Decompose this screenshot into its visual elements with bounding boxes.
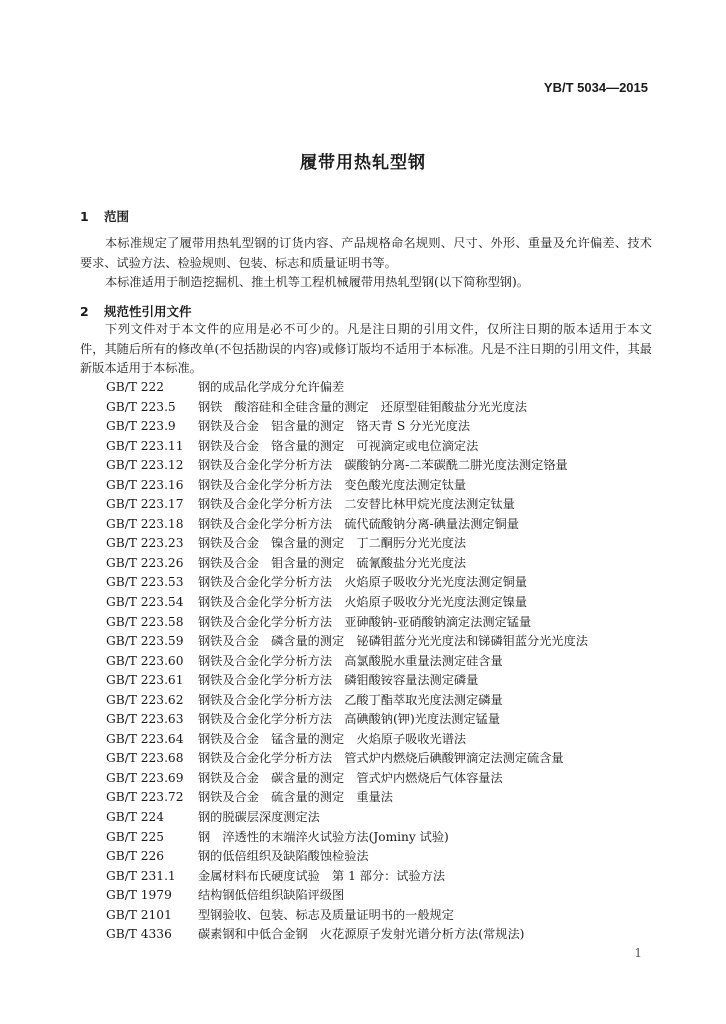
reference-code: GB/T 223.63 — [106, 712, 184, 727]
section-1-title: 范围 — [104, 209, 130, 224]
reference-title: 钢铁及合金化学分析方法 变色酸光度法测定钛量 — [198, 477, 467, 492]
reference-item — [106, 671, 588, 691]
reference-item — [106, 456, 588, 476]
reference-title: 钢铁及合金化学分析方法 二安替比林甲烷光度法测定钛量 — [198, 497, 515, 512]
reference-title: 金属材料布氏硬度试验 第 1 部分：试验方法 — [198, 868, 446, 883]
reference-code: GB/T 223.9 — [106, 419, 176, 434]
reference-title: 钢铁及合金 铬含量的测定 可视滴定或电位滴定法 — [198, 438, 479, 453]
reference-item — [106, 788, 588, 808]
reference-code: GB/T 223.61 — [106, 673, 184, 688]
reference-item — [106, 573, 588, 593]
reference-item — [106, 613, 588, 633]
reference-item — [106, 476, 588, 496]
reference-code: GB/T 223.11 — [106, 438, 184, 453]
reference-title: 钢铁及合金化学分析方法 火焰原子吸收分光光度法测定铜量 — [198, 575, 528, 590]
reference-item — [106, 515, 588, 535]
reference-title: 钢的成品化学成分允许偏差 — [198, 380, 345, 394]
reference-item — [106, 437, 588, 457]
reference-title: 钢铁及合金化学分析方法 亚砷酸钠-亚硝酸钠滴定法测定锰量 — [198, 614, 532, 629]
reference-item — [106, 495, 588, 515]
section-2-title: 规范性引用文件 — [104, 304, 192, 319]
section-1-paragraph-1: 本标准规定了履带用热轧型钢的订货内容、产品规格命名规则、尺寸、外形、重量及允许偏差、技术要求、试验方法、检验规则、包装、标志和质量证明书等。 — [80, 236, 652, 270]
reference-title: 钢铁及合金 磷含量的测定 铋磷钼蓝分光光度法和锑磷钼蓝分光光度法 — [198, 634, 588, 649]
reference-title: 碳素钢和中低合金钢 火花源原子发射光谱分析方法(常规法) — [198, 927, 525, 942]
standard-number: YB/T 5034—2015 — [543, 80, 648, 95]
section-1-paragraph-2: 本标准适用于制造挖掘机、推土机等工程机械履带用热轧型钢(以下简称型钢)。 — [105, 275, 529, 289]
reference-code: GB/T 223.16 — [106, 477, 184, 492]
reference-title: 钢铁及合金 镍含量的测定 丁二酮肟分光光度法 — [198, 536, 467, 551]
section-1-body — [80, 234, 652, 293]
reference-code: GB/T 223.69 — [106, 770, 184, 785]
reference-code: GB/T 223.72 — [106, 790, 184, 805]
section-2-heading — [80, 302, 192, 320]
reference-title: 钢铁及合金 钼含量的测定 硫氰酸盐分光光度法 — [198, 555, 467, 570]
section-2-number: 2 — [80, 304, 89, 319]
reference-title: 钢铁及合金化学分析方法 硫代硫酸钠分离-碘量法测定铜量 — [198, 516, 519, 531]
section-2-intro: 下列文件对于本文件的应用是必不可少的。凡是注日期的引用文件，仅所注日期的版本适用于本文件，其随后所有的修改单(不包括勘误的内容)或修订版均不适用于本标准。凡是不注日期的引用文件，其最新版本适用于本标准。 — [80, 322, 652, 375]
reference-title: 钢铁及合金 铝含量的测定 铬天青 S 分光光度法 — [198, 419, 471, 434]
reference-item — [106, 534, 588, 554]
reference-title: 型钢验收、包装、标志及质量证明书的一般规定 — [198, 907, 454, 922]
reference-code: GB/T 226 — [106, 849, 165, 864]
reference-code: GB/T 223.68 — [106, 751, 184, 766]
reference-item — [106, 652, 588, 672]
reference-code: GB/T 223.23 — [106, 536, 184, 551]
reference-title: 钢铁及合金 碳含量的测定 管式炉内燃烧后气体容量法 — [198, 770, 503, 785]
reference-item — [106, 554, 588, 574]
reference-item — [106, 886, 588, 906]
reference-title: 钢铁及合金化学分析方法 高碘酸钠(钾)光度法测定锰量 — [198, 712, 501, 727]
page-number: 1 — [634, 946, 642, 960]
reference-item — [106, 906, 588, 926]
reference-item — [106, 378, 588, 398]
reference-title: 钢铁 酸溶硅和全硅含量的测定 还原型硅钼酸盐分光光度法 — [198, 399, 528, 414]
reference-code: GB/T 4336 — [106, 927, 172, 942]
reference-code: GB/T 2101 — [106, 907, 172, 922]
reference-code: GB/T 222 — [106, 380, 165, 394]
section-2-body — [80, 320, 652, 379]
reference-title: 钢铁及合金化学分析方法 管式炉内燃烧后碘酸钾滴定法测定硫含量 — [198, 751, 564, 766]
reference-item — [106, 710, 588, 730]
reference-code: GB/T 223.18 — [106, 516, 184, 531]
reference-code: GB/T 225 — [106, 829, 165, 844]
reference-code: GB/T 223.59 — [106, 634, 184, 649]
reference-title: 钢铁及合金化学分析方法 磷钼酸铵容量法测定磷量 — [198, 673, 479, 688]
reference-code: GB/T 223.12 — [106, 458, 184, 473]
reference-item — [106, 730, 588, 750]
reference-item — [106, 417, 588, 437]
reference-code: GB/T 223.58 — [106, 614, 184, 629]
reference-code: GB/T 1979 — [106, 888, 172, 903]
reference-title: 钢的低倍组织及缺陷酸蚀检验法 — [198, 849, 369, 864]
reference-title: 钢铁及合金 硫含量的测定 重量法 — [198, 790, 393, 805]
reference-list — [106, 378, 588, 945]
reference-code: GB/T 223.26 — [106, 555, 184, 570]
reference-code: GB/T 223.62 — [106, 692, 184, 707]
reference-title: 钢 淬透性的末端淬火试验方法(Jominy 试验) — [198, 829, 449, 844]
reference-title: 钢铁及合金化学分析方法 乙酸丁酯萃取光度法测定磷量 — [198, 692, 503, 707]
reference-item — [106, 632, 588, 652]
reference-item — [106, 691, 588, 711]
reference-title: 结构钢低倍组织缺陷评级图 — [198, 888, 345, 903]
reference-code: GB/T 223.17 — [106, 497, 184, 512]
reference-code: GB/T 224 — [106, 810, 165, 825]
reference-code: GB/T 231.1 — [106, 868, 176, 883]
document-title: 履带用热轧型钢 — [300, 153, 426, 173]
section-1-heading — [80, 207, 129, 225]
reference-item — [106, 867, 588, 887]
reference-item — [106, 769, 588, 789]
reference-code: GB/T 223.64 — [106, 731, 184, 746]
reference-title: 钢铁及合金 锰含量的测定 火焰原子吸收光谱法 — [198, 731, 467, 746]
reference-item — [106, 828, 588, 848]
reference-title: 钢铁及合金化学分析方法 高氯酸脱水重量法测定硅含量 — [198, 653, 503, 668]
reference-item — [106, 749, 588, 769]
reference-item — [106, 593, 588, 613]
reference-item — [106, 847, 588, 867]
reference-code: GB/T 223.5 — [106, 399, 176, 414]
section-1-number: 1 — [80, 209, 89, 224]
reference-item — [106, 808, 588, 828]
reference-code: GB/T 223.53 — [106, 575, 184, 590]
reference-title: 钢铁及合金化学分析方法 火焰原子吸收分光光度法测定镍量 — [198, 595, 528, 610]
reference-code: GB/T 223.54 — [106, 595, 184, 610]
reference-title: 钢铁及合金化学分析方法 碳酸钠分离-二苯碳酰二肼光度法测定铬量 — [198, 458, 568, 473]
reference-item — [106, 925, 588, 945]
reference-code: GB/T 223.60 — [106, 653, 184, 668]
reference-title: 钢的脱碳层深度测定法 — [198, 810, 320, 825]
reference-item — [106, 398, 588, 418]
